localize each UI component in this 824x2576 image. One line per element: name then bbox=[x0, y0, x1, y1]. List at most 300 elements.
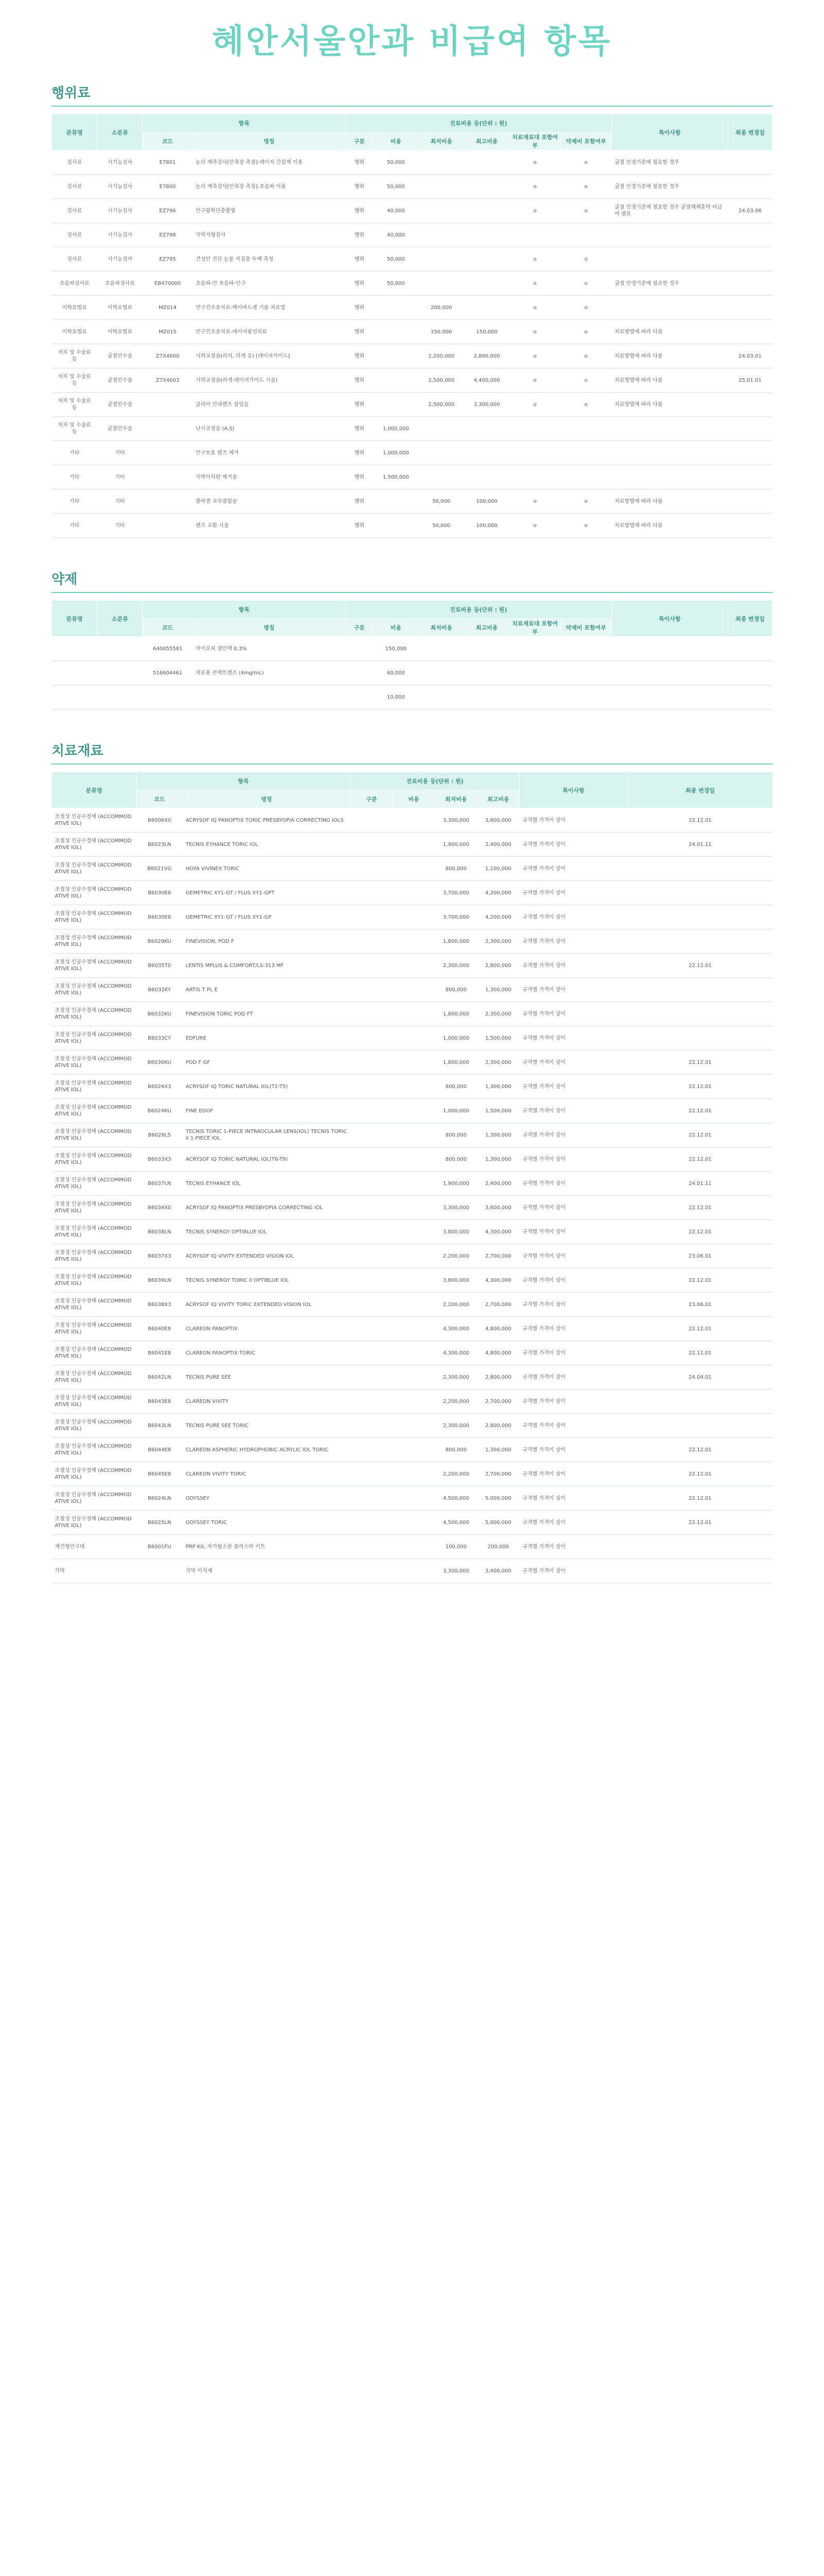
cell-max: 1,300,000 bbox=[477, 1147, 520, 1172]
cell-min bbox=[419, 150, 464, 175]
cell-code: EZ796 bbox=[143, 199, 193, 223]
table-row bbox=[52, 1196, 773, 1220]
cell-subcategory: 기타 bbox=[97, 514, 143, 538]
header-min: 최저비용 bbox=[419, 619, 464, 637]
cell-last-changed: 24.01.11 bbox=[628, 1172, 773, 1196]
cell-name: LENTIS MPLUS & COMFORT/LS-313 MF bbox=[183, 954, 351, 978]
cell-cost bbox=[393, 1462, 435, 1486]
cell-type bbox=[351, 1026, 393, 1050]
cell-type: 행위 bbox=[346, 150, 373, 175]
cell-code: B6045E8 bbox=[136, 1462, 183, 1486]
cell-type bbox=[351, 1317, 393, 1341]
header-price-group: 진료비용 등(단위 : 원) bbox=[346, 601, 612, 619]
cell-min: 1,000,000 bbox=[435, 1026, 477, 1050]
cell-material-included: o bbox=[509, 514, 560, 538]
cell-category: 조절성 인공수정체 (ACCOMMODATIVE IOL) bbox=[52, 833, 136, 857]
cell-min: 2,500,000 bbox=[419, 393, 464, 417]
header-code: 코드 bbox=[143, 132, 193, 150]
cell-code: EZ795 bbox=[143, 247, 193, 272]
treatment-table-body bbox=[52, 150, 772, 538]
cell-type bbox=[351, 1341, 393, 1365]
cell-max: 1,500,000 bbox=[477, 1099, 520, 1123]
cell-min: 800,000 bbox=[435, 1123, 477, 1147]
cell-type bbox=[351, 1050, 393, 1075]
drug-table bbox=[52, 600, 772, 709]
table-row bbox=[52, 1389, 773, 1414]
cell-last-changed bbox=[728, 150, 772, 175]
header-material-included: 치료재료대 포함여부 bbox=[509, 619, 560, 637]
header-material-included: 치료재료대 포함여부 bbox=[509, 132, 560, 150]
cell-subcategory: 시기능검사 bbox=[97, 247, 143, 272]
cell-code: B6006X0 bbox=[136, 808, 183, 833]
cell-code: B6032KY bbox=[136, 978, 183, 1002]
cell-notes bbox=[611, 685, 728, 709]
cell-code: E7800 bbox=[143, 175, 193, 199]
page-title: 혜안서울안과 비급여 항목 bbox=[212, 23, 612, 61]
cell-cost bbox=[393, 833, 435, 857]
cell-drug-included bbox=[560, 417, 611, 441]
cell-cost bbox=[393, 1535, 435, 1559]
table-row bbox=[52, 833, 773, 857]
cell-last-changed bbox=[728, 320, 772, 344]
header-cost: 비용 bbox=[373, 132, 419, 150]
cell-type bbox=[351, 1268, 393, 1293]
cell-cost: 1,000,000 bbox=[373, 417, 419, 441]
cell-type: 행위 bbox=[346, 465, 373, 489]
header-subcategory: 소분류 bbox=[97, 114, 143, 150]
cell-min: 4,500,000 bbox=[435, 1486, 477, 1511]
cell-empty bbox=[464, 685, 509, 709]
cell-category: 조절성 인공수정체 (ACCOMMODATIVE IOL) bbox=[52, 1026, 136, 1050]
cell-type: 행위 bbox=[346, 489, 373, 514]
cell-cost bbox=[393, 1172, 435, 1196]
cell-max: 100,000 bbox=[464, 489, 509, 514]
cell-notes: 규격별 가격이 상이 bbox=[520, 1220, 628, 1244]
cell-max: 4,400,000 bbox=[464, 368, 509, 393]
header-last-changed: 최종 변경일 bbox=[728, 114, 772, 150]
cell-max bbox=[464, 417, 509, 441]
cell-notes: 규격별 가격이 상이 bbox=[520, 1341, 628, 1365]
cell-material-included: o bbox=[509, 272, 560, 296]
cell-max bbox=[464, 223, 509, 247]
header-max: 최고비용 bbox=[464, 619, 509, 637]
cell-min: 800,000 bbox=[435, 1075, 477, 1099]
cell-last-changed bbox=[628, 1559, 773, 1583]
cell-notes: 규격별 가격이 상이 bbox=[520, 1050, 628, 1075]
cell-max: 4,300,000 bbox=[477, 1268, 520, 1293]
cell-max: 4,800,000 bbox=[477, 1341, 520, 1365]
cell-type bbox=[351, 1389, 393, 1414]
header-min: 최저비용 bbox=[419, 132, 464, 150]
cell-code: B6024X3 bbox=[136, 1075, 183, 1099]
cell-type bbox=[351, 929, 393, 954]
cell-name: ACRYSOF IQ TORIC NATURAL IOL(T6-T9) bbox=[183, 1147, 351, 1172]
cell-drug-included: o bbox=[560, 368, 611, 393]
cell-category: 조절성 인공수정체 (ACCOMMODATIVE IOL) bbox=[52, 1414, 136, 1438]
cell-max: 5,000,000 bbox=[477, 1511, 520, 1535]
cell-type bbox=[351, 1462, 393, 1486]
cell-empty bbox=[419, 637, 464, 661]
cell-last-changed bbox=[728, 417, 772, 441]
cell-code bbox=[136, 1559, 183, 1583]
cell-notes: 규격별 가격이 상이 bbox=[520, 1293, 628, 1317]
cell-min: 1,800,000 bbox=[435, 929, 477, 954]
table-row bbox=[52, 978, 773, 1002]
cell-notes: 치료방법에 따라 다름 bbox=[611, 393, 728, 417]
cell-empty bbox=[464, 637, 509, 661]
cell-category: 조절성 인공수정체 (ACCOMMODATIVE IOL) bbox=[52, 1317, 136, 1341]
cell-code bbox=[143, 489, 193, 514]
cell-category: 조절성 인공수정체 (ACCOMMODATIVE IOL) bbox=[52, 1099, 136, 1123]
cell-last-changed bbox=[628, 1389, 773, 1414]
cell-name: 클리어 안내렌즈 삽입술 bbox=[193, 393, 346, 417]
table-row bbox=[52, 514, 772, 538]
header-price-group: 진료비용 등(단위 : 원) bbox=[346, 114, 612, 132]
cell-last-changed bbox=[728, 393, 772, 417]
cell-name: FINE EDOF bbox=[183, 1099, 351, 1123]
table-row bbox=[52, 296, 772, 320]
cell-code: B6038LN bbox=[136, 1220, 183, 1244]
cell-name: TECNIS SYNERGY OPTIBLUE IOL bbox=[183, 1220, 351, 1244]
cell-cost bbox=[373, 296, 419, 320]
cell-code: B6025LN bbox=[136, 1511, 183, 1535]
cell-code: Z7X4003 bbox=[143, 368, 193, 393]
header-cost: 비용 bbox=[373, 619, 419, 637]
cell-type: 행위 bbox=[346, 272, 373, 296]
cell-category: 기타 bbox=[52, 489, 97, 514]
cell-last-changed: 22.12.01 bbox=[628, 954, 773, 978]
material-table bbox=[52, 772, 773, 1583]
cell-subcategory: 굴절안수술 bbox=[97, 344, 143, 368]
cell-subcategory: 기타 bbox=[97, 489, 143, 514]
cell-code: B6035T0 bbox=[136, 954, 183, 978]
cell-notes: 규격별 가격이 상이 bbox=[520, 1559, 628, 1583]
cell-name: 콜라겐 교차결합술 bbox=[193, 489, 346, 514]
header-notes: 특이사항 bbox=[611, 114, 728, 150]
header-code: 코드 bbox=[136, 790, 183, 808]
cell-cost bbox=[393, 1123, 435, 1147]
table-row bbox=[52, 1075, 773, 1099]
cell-type bbox=[351, 1075, 393, 1099]
cell-min: 200,000 bbox=[419, 296, 464, 320]
cell-min bbox=[419, 199, 464, 223]
cell-code: B6038X3 bbox=[136, 1293, 183, 1317]
cell-code: B6024LN bbox=[136, 1486, 183, 1511]
table-row bbox=[52, 465, 772, 489]
cell-max: 100,000 bbox=[464, 514, 509, 538]
cell-max: 150,000 bbox=[464, 320, 509, 344]
cell-max bbox=[464, 441, 509, 465]
cell-last-changed bbox=[728, 247, 772, 272]
cell-material-included: o bbox=[509, 247, 560, 272]
cell-cost: 40,000 bbox=[373, 199, 419, 223]
cell-max bbox=[464, 296, 509, 320]
cell-category: 처치 및 수술료 등 bbox=[52, 368, 97, 393]
cell-cost bbox=[393, 978, 435, 1002]
cell-name: 각막지형검사 bbox=[193, 223, 346, 247]
cell-type bbox=[351, 1002, 393, 1026]
cell-cost bbox=[393, 1486, 435, 1511]
table-row bbox=[52, 1050, 773, 1075]
cell-min bbox=[419, 441, 464, 465]
header-category: 분류명 bbox=[52, 601, 97, 637]
cell-cost bbox=[393, 1559, 435, 1583]
cell-min: 800,000 bbox=[435, 978, 477, 1002]
cell-code: A40055581 bbox=[143, 637, 193, 661]
cell-notes bbox=[611, 637, 728, 661]
cell-category: 조절성 인공수정체 (ACCOMMODATIVE IOL) bbox=[52, 1123, 136, 1147]
cell-max: 5,000,000 bbox=[477, 1486, 520, 1511]
cell-min: 100,000 bbox=[435, 1535, 477, 1559]
cell-subcategory: 시기능검사 bbox=[97, 199, 143, 223]
cell-notes: 규격별 가격이 상이 bbox=[520, 1389, 628, 1414]
cell-type: 행위 bbox=[346, 296, 373, 320]
header-cost: 비용 bbox=[393, 790, 435, 808]
cell-name: 치료용 콘택트렌즈 (4mg/mL) bbox=[193, 661, 346, 685]
cell-notes bbox=[611, 465, 728, 489]
cell-empty bbox=[52, 685, 97, 709]
cell-empty bbox=[560, 661, 611, 685]
cell-notes: 규격별 가격이 상이 bbox=[520, 881, 628, 905]
cell-last-changed bbox=[728, 272, 772, 296]
cell-min: 1,800,000 bbox=[435, 1050, 477, 1075]
cell-notes: 규격별 가격이 상이 bbox=[520, 1535, 628, 1559]
cell-min bbox=[419, 175, 464, 199]
material-table-body bbox=[52, 808, 773, 1583]
header-subcategory: 소분류 bbox=[97, 601, 143, 637]
cell-last-changed bbox=[728, 489, 772, 514]
cell-min: 3,800,000 bbox=[435, 1220, 477, 1244]
table-row bbox=[52, 247, 772, 272]
cell-type bbox=[351, 905, 393, 929]
cell-last-changed: 23.06.01 bbox=[628, 1293, 773, 1317]
cell-min bbox=[419, 223, 464, 247]
cell-min: 1,800,000 bbox=[435, 1002, 477, 1026]
cell-last-changed: 22.12.01 bbox=[628, 1075, 773, 1099]
header-item: 항목 bbox=[136, 772, 351, 790]
cell-notes: 규격별 가격이 상이 bbox=[520, 1317, 628, 1341]
cell-code: B6043E8 bbox=[136, 1389, 183, 1414]
cell-max: 1,100,000 bbox=[477, 857, 520, 881]
cell-name: 아이오피 점안액 0.3% bbox=[193, 637, 346, 661]
cell-max: 2,700,000 bbox=[477, 1244, 520, 1268]
cell-max: 1,300,000 bbox=[477, 1438, 520, 1462]
cell-last-changed: 22.12.01 bbox=[628, 1268, 773, 1293]
cell-code: B6040E8 bbox=[136, 1317, 183, 1341]
cell-category: 검사료 bbox=[52, 199, 97, 223]
table-row bbox=[52, 368, 772, 393]
table-row bbox=[52, 1099, 773, 1123]
cell-empty bbox=[509, 685, 560, 709]
cell-max: 2,800,000 bbox=[464, 344, 509, 368]
cell-cost bbox=[393, 881, 435, 905]
cell-name: CLAREON ASPHERIC HYDROPHOBIC ACRYLIC IOL TORIC bbox=[183, 1438, 351, 1462]
material-section-title: 치료재료 bbox=[52, 735, 772, 765]
cell-category: 기타 bbox=[52, 465, 97, 489]
cell-code: Z7X4000 bbox=[143, 344, 193, 368]
cell-type bbox=[346, 661, 373, 685]
cell-category: 조절성 인공수정체 (ACCOMMODATIVE IOL) bbox=[52, 1438, 136, 1462]
cell-min: 2,200,000 bbox=[435, 1462, 477, 1486]
table-row bbox=[52, 393, 772, 417]
table-row bbox=[52, 1026, 773, 1050]
header-max: 최고비용 bbox=[464, 132, 509, 150]
header-max: 최고비용 bbox=[477, 790, 520, 808]
drug-section-title: 약제 bbox=[52, 564, 772, 593]
cell-cost bbox=[393, 905, 435, 929]
cell-empty bbox=[97, 661, 143, 685]
table-row bbox=[52, 881, 773, 905]
cell-cost bbox=[393, 1511, 435, 1535]
cell-name: TECNIS PURE SEE bbox=[183, 1365, 351, 1389]
cell-empty bbox=[52, 637, 97, 661]
cell-min: 2,300,000 bbox=[435, 954, 477, 978]
cell-last-changed: 24.03.01 bbox=[728, 344, 772, 368]
cell-notes: 규격별 가격이 상이 bbox=[520, 905, 628, 929]
cell-type bbox=[346, 637, 373, 661]
cell-max: 200,000 bbox=[477, 1535, 520, 1559]
cell-cost bbox=[373, 368, 419, 393]
cell-last-changed bbox=[628, 978, 773, 1002]
cell-type bbox=[351, 857, 393, 881]
cell-last-changed: 22.12.01 bbox=[628, 1317, 773, 1341]
cell-notes: 규격별 가격이 상이 bbox=[520, 1196, 628, 1220]
cell-drug-included: o bbox=[560, 296, 611, 320]
cell-notes: 규격별 가격이 상이 bbox=[520, 929, 628, 954]
cell-category: 조절성 인공수정체 (ACCOMMODATIVE IOL) bbox=[52, 954, 136, 978]
cell-cost bbox=[373, 320, 419, 344]
cell-code: B6030E8 bbox=[136, 905, 183, 929]
cell-last-changed bbox=[628, 881, 773, 905]
cell-name: EDFURE bbox=[183, 1026, 351, 1050]
treatment-section-title: 행위료 bbox=[52, 77, 772, 107]
cell-subcategory: 이학요법료 bbox=[97, 320, 143, 344]
cell-notes: 규격별 가격이 상이 bbox=[520, 1123, 628, 1147]
cell-material-included: o bbox=[509, 320, 560, 344]
cell-code: B6042LN bbox=[136, 1365, 183, 1389]
cell-name: 안구보호 렌즈 제거 bbox=[193, 441, 346, 465]
cell-max: 2,300,000 bbox=[477, 1002, 520, 1026]
cell-type: 행위 bbox=[346, 514, 373, 538]
cell-code: B6041E8 bbox=[136, 1341, 183, 1365]
cell-name: ACRYSOF IQ VIVITY TORIC EXTENDED VISION IOL bbox=[183, 1293, 351, 1317]
table-row bbox=[52, 1123, 773, 1147]
cell-last-changed: 22.12.01 bbox=[628, 1196, 773, 1220]
table-row bbox=[52, 637, 772, 661]
cell-max bbox=[464, 465, 509, 489]
cell-category: 조절성 인공수정체 (ACCOMMODATIVE IOL) bbox=[52, 1511, 136, 1535]
cell-max: 2,300,000 bbox=[477, 1050, 520, 1075]
cell-name: CLAREON VIVITY TORIC bbox=[183, 1462, 351, 1486]
cell-category: 조절성 인공수정체 (ACCOMMODATIVE IOL) bbox=[52, 1268, 136, 1293]
cell-name: TECNIS EYHANCE TORIC IOL bbox=[183, 833, 351, 857]
cell-name: 시력교정술(라섹·레이저가이드 시술) bbox=[193, 368, 346, 393]
cell-notes bbox=[611, 247, 728, 272]
cell-code: EB470000 bbox=[143, 272, 193, 296]
cell-name: TECNIS PURE SEE TORIC bbox=[183, 1414, 351, 1438]
cell-code: 516604461 bbox=[143, 661, 193, 685]
cell-category: 조절성 인공수정체 (ACCOMMODATIVE IOL) bbox=[52, 929, 136, 954]
cell-min: 3,700,000 bbox=[435, 881, 477, 905]
cell-name: PRP Kit, 자가혈소판 플라스마 키트 bbox=[183, 1535, 351, 1559]
cell-material-included: o bbox=[509, 344, 560, 368]
header-name: 명칭 bbox=[193, 132, 346, 150]
cell-notes bbox=[611, 296, 728, 320]
cell-name: GEMETRIC XY1-GT / FLUS XY1-GPT bbox=[183, 881, 351, 905]
cell-empty bbox=[464, 661, 509, 685]
cell-empty bbox=[509, 637, 560, 661]
cell-category: 조절성 인공수정체 (ACCOMMODATIVE IOL) bbox=[52, 1389, 136, 1414]
cell-type bbox=[351, 1414, 393, 1438]
cell-code: B6039LN bbox=[136, 1268, 183, 1293]
cell-last-changed bbox=[728, 223, 772, 247]
cell-category: 조절성 인공수정체 (ACCOMMODATIVE IOL) bbox=[52, 1147, 136, 1172]
cell-cost bbox=[393, 1220, 435, 1244]
cell-code: E7801 bbox=[143, 150, 193, 175]
cell-code: B6033CY bbox=[136, 1026, 183, 1050]
cell-last-changed bbox=[628, 929, 773, 954]
cell-code: B6029KU bbox=[136, 929, 183, 954]
cell-name: GEMETRIC XY1-GT / FLUS XY1-GP bbox=[183, 905, 351, 929]
cell-empty bbox=[419, 661, 464, 685]
cell-category: 조절성 인공수정체 (ACCOMMODATIVE IOL) bbox=[52, 978, 136, 1002]
table-row bbox=[52, 1293, 773, 1317]
cell-max: 4,800,000 bbox=[477, 1317, 520, 1341]
cell-cost: 1,500,000 bbox=[373, 465, 419, 489]
cell-type bbox=[351, 808, 393, 833]
cell-last-changed: 22.12.01 bbox=[628, 1099, 773, 1123]
cell-notes: 규격별 가격이 상이 bbox=[520, 833, 628, 857]
cell-min: 2,300,000 bbox=[435, 1414, 477, 1438]
table-row bbox=[52, 1147, 773, 1172]
table-row bbox=[52, 489, 772, 514]
cell-name: HOYA VIVINEX TORIC bbox=[183, 857, 351, 881]
cell-last-changed bbox=[628, 1414, 773, 1438]
cell-cost: 50,000 bbox=[373, 247, 419, 272]
cell-name: 안구건조증치료-메이바드샘 기름 치료법 bbox=[193, 296, 346, 320]
cell-cost: 10,000 bbox=[373, 685, 419, 709]
cell-min: 3,300,000 bbox=[435, 808, 477, 833]
table-row bbox=[52, 320, 772, 344]
cell-name: 각막이식편 제거술 bbox=[193, 465, 346, 489]
cell-empty bbox=[97, 637, 143, 661]
cell-max: 2,400,000 bbox=[477, 833, 520, 857]
cell-min: 800,000 bbox=[435, 1147, 477, 1172]
cell-empty bbox=[560, 685, 611, 709]
cell-name bbox=[193, 685, 346, 709]
cell-min: 50,000 bbox=[419, 489, 464, 514]
cell-max: 2,800,000 bbox=[477, 1365, 520, 1389]
cell-max: 2,700,000 bbox=[477, 1462, 520, 1486]
cell-code: B6024KU bbox=[136, 1099, 183, 1123]
cell-notes: 규격별 가격이 상이 bbox=[520, 1002, 628, 1026]
cell-cost bbox=[393, 1365, 435, 1389]
cell-type bbox=[351, 1220, 393, 1244]
treatment-section bbox=[52, 77, 772, 538]
cell-cost bbox=[393, 1147, 435, 1172]
cell-name: ODYSSEY TORIC bbox=[183, 1511, 351, 1535]
cell-code: B6026L5 bbox=[136, 1123, 183, 1147]
cell-subcategory: 시기능검사 bbox=[97, 223, 143, 247]
table-row bbox=[52, 857, 773, 881]
cell-cost: 40,000 bbox=[373, 223, 419, 247]
table-row bbox=[52, 1414, 773, 1438]
cell-cost bbox=[393, 1002, 435, 1026]
cell-category: 조절성 인공수정체 (ACCOMMODATIVE IOL) bbox=[52, 808, 136, 833]
cell-type bbox=[351, 1293, 393, 1317]
cell-empty bbox=[728, 637, 772, 661]
cell-name: 눈의 계측검사[안축장 측정]-초음파 이용 bbox=[193, 175, 346, 199]
